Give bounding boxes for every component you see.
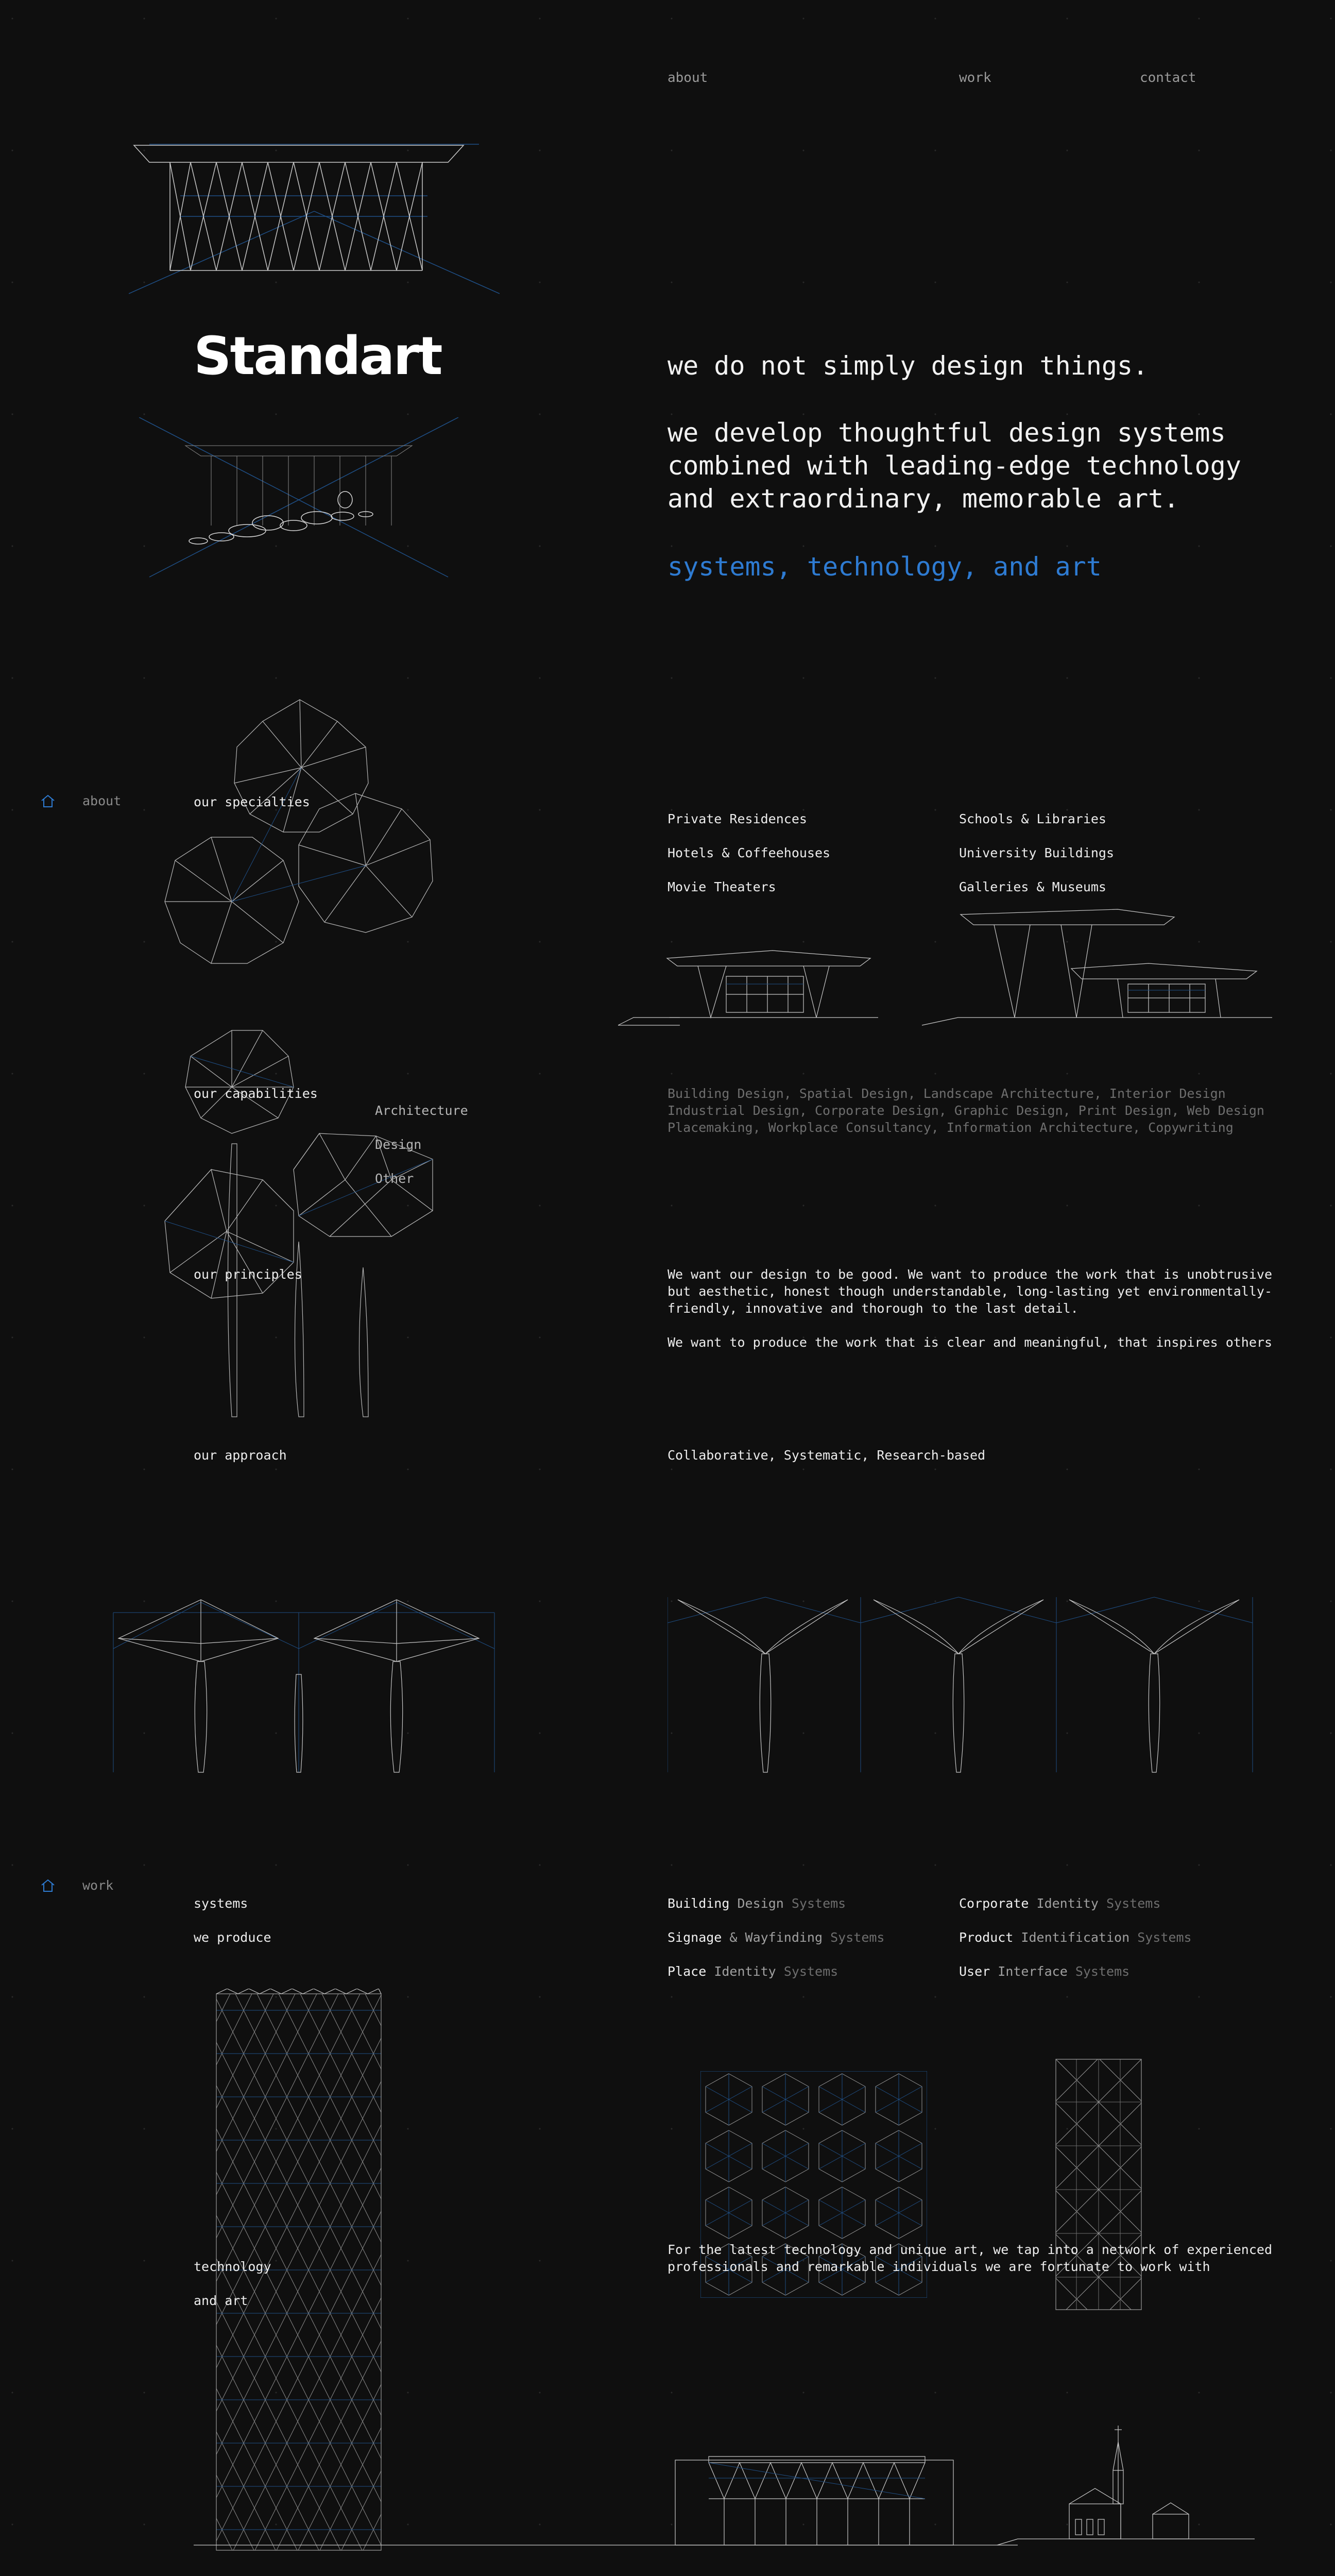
canopy-drawing-left bbox=[103, 1587, 505, 1777]
section-label-about: about bbox=[82, 793, 122, 808]
system-item-suffix: Systems bbox=[1137, 1930, 1192, 1945]
specialty-item: Private Residences bbox=[668, 811, 807, 826]
specialties-title: our specialties bbox=[194, 794, 310, 809]
capabilities-categories bbox=[375, 1085, 468, 1204]
geodesic-domes-drawing bbox=[160, 690, 448, 979]
buildings-elevation-drawing bbox=[618, 902, 1277, 1036]
capabilities-title: our capabilities bbox=[194, 1086, 318, 1101]
specialties-col-2 bbox=[959, 793, 1114, 912]
system-item-suffix: Systems bbox=[791, 1896, 846, 1911]
hero-accent: systems, technology, and art bbox=[668, 552, 1102, 582]
techart-title bbox=[194, 2241, 271, 2326]
house-icon bbox=[40, 1878, 56, 1893]
streetscape-drawing bbox=[194, 2421, 1255, 2550]
hero-line-1: we do not simply design things. bbox=[668, 351, 1149, 381]
capabilities-list: Building Design, Spatial Design, Landscape Architecture, Interior Design Industrial Design, Corporate Design, Graphic Design, Print Design, Web Design Placemaking, Workplace Consultancy, Information Architecture, Copywriting bbox=[668, 1086, 1264, 1135]
nav-contact[interactable]: contact bbox=[1140, 70, 1196, 86]
techart-text: For the latest technology and unique art, we tap into a network of experienced professionals and remarkable individuals we are fortunate to work with bbox=[668, 2242, 1272, 2274]
principles-paragraph-2: We want to produce the work that is clear and meaningful, that inspires others bbox=[668, 1335, 1272, 1350]
system-item[interactable] bbox=[668, 1895, 884, 1912]
system-item-suffix: Systems bbox=[1106, 1896, 1161, 1911]
system-item-name: Corporate bbox=[959, 1896, 1029, 1911]
system-item-qualifier: & Wayfinding bbox=[729, 1930, 823, 1945]
ceiling-drawing bbox=[139, 417, 469, 582]
specialty-item: Movie Theaters bbox=[668, 879, 776, 894]
system-item-name: Signage bbox=[668, 1930, 722, 1945]
system-item-suffix: Systems bbox=[1075, 1964, 1130, 1979]
logo[interactable]: Standart bbox=[194, 326, 441, 387]
section-label-work: work bbox=[82, 1878, 114, 1893]
systems-title bbox=[194, 1878, 271, 1963]
specialty-item: Hotels & Coffeehouses bbox=[668, 845, 831, 860]
house-icon bbox=[40, 793, 56, 809]
principles-paragraph-1: We want our design to be good. We want to produce the work that is unobtrusive but aesthetic, honest though understandable, long-lasting yet environmentally- friendly, innovative and thorough to the last detail. bbox=[668, 1267, 1272, 1316]
specialties-col-1 bbox=[668, 793, 830, 912]
techart-title-line: technology bbox=[194, 2259, 271, 2274]
approach-title: our approach bbox=[194, 1448, 287, 1463]
system-item-qualifier: Identity bbox=[714, 1964, 776, 1979]
specialty-item: Schools & Libraries bbox=[959, 811, 1106, 826]
hero-line-2: we develop thoughtful design systems combined with leading-edge technology and extraordinary, memorable art. bbox=[668, 418, 1241, 514]
system-item-suffix: Systems bbox=[830, 1930, 885, 1945]
system-item-qualifier: Identity bbox=[1036, 1896, 1099, 1911]
nav-about[interactable]: about bbox=[668, 70, 708, 86]
system-item-qualifier: Identification bbox=[1021, 1930, 1130, 1945]
specialty-item: University Buildings bbox=[959, 845, 1115, 860]
approach-text: Collaborative, Systematic, Research-based bbox=[668, 1448, 986, 1463]
techart-title-line: and art bbox=[194, 2293, 248, 2308]
system-item[interactable] bbox=[959, 1929, 1192, 1946]
system-item-name: User bbox=[959, 1964, 990, 1979]
capability-category[interactable]: Design bbox=[375, 1137, 422, 1152]
systems-col-1 bbox=[668, 1878, 884, 1997]
system-item-qualifier: Interface bbox=[998, 1964, 1068, 1979]
capability-category[interactable]: Architecture bbox=[375, 1103, 468, 1118]
system-item-suffix: Systems bbox=[783, 1964, 838, 1979]
nav-work[interactable]: work bbox=[959, 70, 991, 86]
capability-category[interactable]: Other bbox=[375, 1171, 414, 1186]
system-item[interactable] bbox=[668, 1963, 884, 1980]
canopy-drawing-right bbox=[668, 1587, 1255, 1777]
system-item-qualifier: Design bbox=[737, 1896, 784, 1911]
systems-title-line: we produce bbox=[194, 1930, 271, 1945]
system-item-name: Product bbox=[959, 1930, 1014, 1945]
system-item[interactable] bbox=[959, 1963, 1192, 1980]
systems-col-2 bbox=[959, 1878, 1192, 1997]
principles-title: our principles bbox=[194, 1267, 302, 1282]
system-item-name: Building bbox=[668, 1896, 730, 1911]
pavilion-drawing bbox=[129, 134, 500, 299]
specialty-item: Galleries & Museums bbox=[959, 879, 1106, 894]
system-item[interactable] bbox=[668, 1929, 884, 1946]
systems-title-line: systems bbox=[194, 1896, 248, 1911]
system-item[interactable] bbox=[959, 1895, 1192, 1912]
system-item-name: Place bbox=[668, 1964, 707, 1979]
